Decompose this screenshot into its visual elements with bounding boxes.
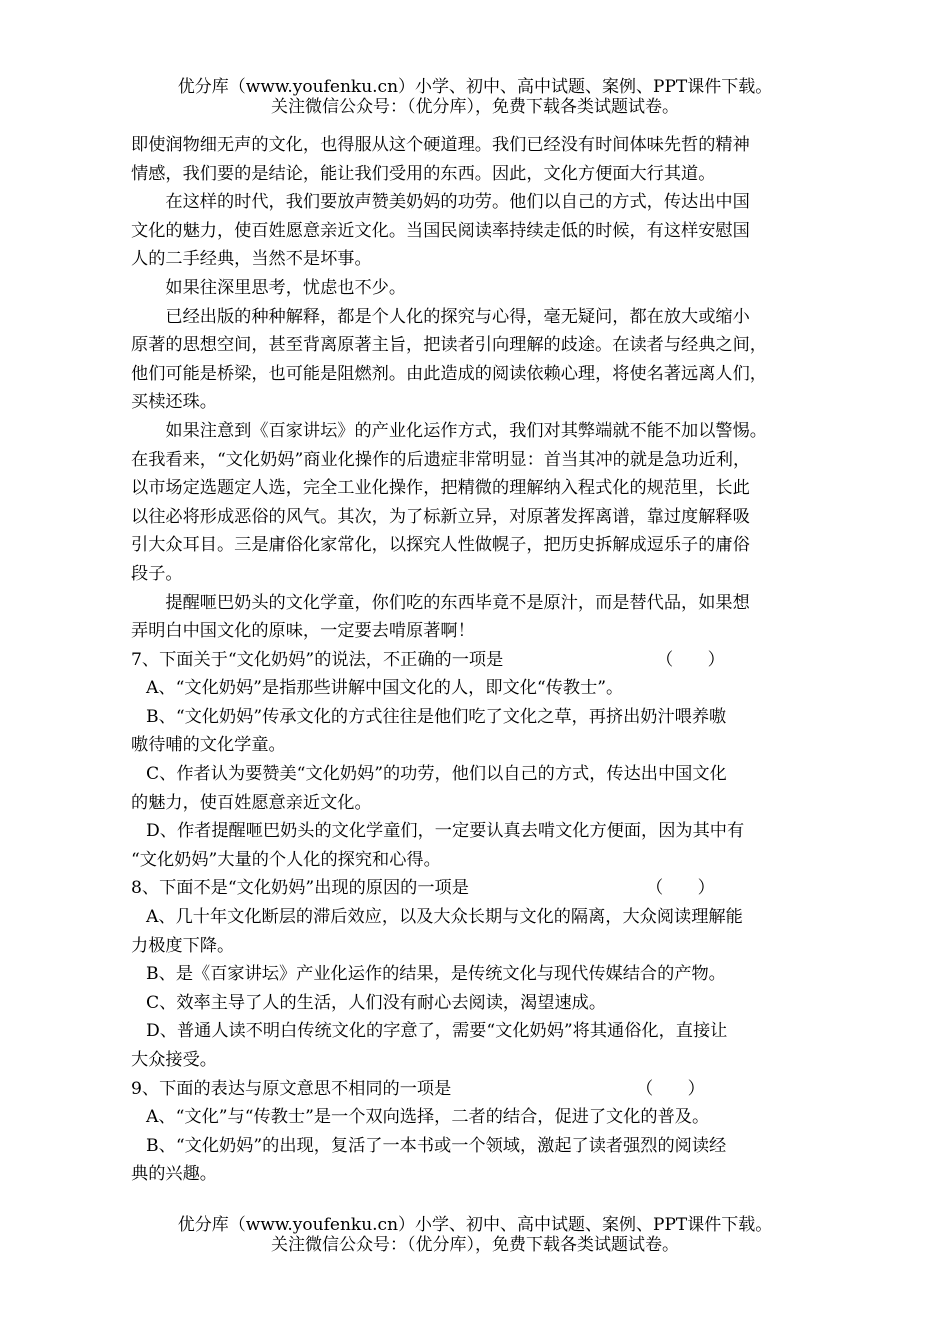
answer-option — [131, 703, 843, 760]
passage-line: 以市场定选题定人选，完全工业化操作，把精微的理解纳入程式化的规范里，长此 — [131, 478, 750, 499]
passage-line: 在这样的时代，我们要放声赞美奶妈的功劳。他们以自己的方式，传达出中国 — [131, 192, 750, 213]
page-footer — [0, 1215, 950, 1255]
passage-paragraph — [131, 589, 843, 646]
answer-option — [131, 903, 843, 960]
header-line-1: 优分库（www.youfenku.cn）小学、初中、高中试题、案例、PPT课件下载。 — [177, 77, 773, 97]
answer-option — [131, 1017, 843, 1074]
option-line: A、“文化奶妈”是指那些讲解中国文化的人，即文化“传教士”。 — [146, 678, 624, 699]
passage-paragraph — [131, 274, 843, 303]
question-stem — [131, 874, 843, 903]
question-text: 7、下面关于“文化奶妈”的说法，不正确的一项是 — [131, 649, 504, 670]
passage-paragraph — [131, 303, 843, 417]
passage-line: 弄明白中国文化的原味，一定要去啃原著啊！ — [131, 621, 475, 642]
question-text: 8、下面不是“文化奶妈”出现的原因的一项是 — [131, 878, 469, 899]
option-line: 嗷待哺的文化学童。 — [131, 735, 286, 756]
page-header — [0, 77, 950, 117]
option-line: 的魅力，使百姓愿意亲近文化。 — [131, 792, 372, 813]
passage-line: 人的二手经典，当然不是坏事。 — [131, 249, 372, 270]
option-line: C、效率主导了人的生活，人们没有耐心去阅读，渴望速成。 — [146, 992, 607, 1013]
passage-line: 买椟还珠。 — [131, 392, 217, 413]
answer-option — [131, 760, 843, 817]
option-line: B、是《百家讲坛》产业化运作的结果，是传统文化与现代传媒结合的产物。 — [146, 964, 726, 985]
answer-option — [131, 989, 843, 1018]
answer-blank: （ ） — [656, 649, 725, 670]
option-line: “文化奶妈”大量的个人化的探究和心得。 — [131, 849, 441, 870]
passage-line: 在我看来，“文化奶妈”商业化操作的后遗症非常明显：首当其冲的就是急功近利， — [131, 449, 751, 470]
option-line: C、作者认为要赞美“文化奶妈”的功劳，他们以自己的方式，传达出中国文化 — [146, 764, 727, 785]
reading-passage — [131, 131, 843, 646]
passage-line: 原著的思想空间，甚至背离原著主旨，把读者引向理解的歧途。在读者与经典之间， — [131, 335, 767, 356]
answer-option — [131, 960, 843, 989]
option-line: D、普通人读不明白传统文化的字意了，需要“文化奶妈”将其通俗化，直接让 — [146, 1021, 728, 1042]
answer-option — [131, 1103, 843, 1132]
passage-line: 情感，我们要的是结论，能让我们受用的东西。因此，文化方便面大行其道。 — [131, 163, 716, 184]
passage-line: 引大众耳目。三是庸俗化家常化，以探究人性做幌子，把历史拆解成逗乐子的庸俗 — [131, 535, 750, 556]
passage-paragraph — [131, 188, 843, 274]
option-line: A、“文化”与“传教士”是一个双向选择，二者的结合，促进了文化的普及。 — [146, 1107, 710, 1128]
passage-line: 提醒咂巴奶头的文化学童，你们吃的东西毕竟不是原汁，而是替代品，如果想 — [131, 592, 750, 613]
passage-line: 以往必将形成恶俗的风气。其次，为了标新立异，对原著发挥离谱，靠过度解释吸 — [131, 506, 750, 527]
option-line: B、“文化奶妈”的出现，复活了一本书或一个领域，激起了读者强烈的阅读经 — [146, 1135, 727, 1156]
answer-option — [131, 1132, 843, 1189]
passage-line: 即使润物细无声的文化，也得服从这个硬道理。我们已经没有时间体味先哲的精神 — [131, 135, 750, 155]
passage-line: 段子。 — [131, 563, 183, 584]
option-line: 大众接受。 — [131, 1050, 217, 1070]
passage-line: 如果往深里思考，忧虑也不少。 — [131, 277, 407, 298]
passage-line: 文化的魅力，使百姓愿意亲近文化。当国民阅读率持续走低的时候，有这样安慰国 — [131, 220, 750, 241]
passage-line: 已经出版的种种解释，都是个人化的探究与心得，毫无疑问，都在放大或缩小 — [131, 306, 750, 327]
answer-option — [131, 817, 843, 874]
footer-line-2: 关注微信公众号：（优分库），免费下载各类试题试卷。 — [271, 1235, 679, 1255]
passage-line: 他们可能是桥梁，也可能是阻燃剂。由此造成的阅读依赖心理，将使名著远离人们， — [131, 363, 767, 384]
header-line-2: 关注微信公众号：（优分库），免费下载各类试题试卷。 — [271, 97, 679, 117]
footer-line-1: 优分库（www.youfenku.cn）小学、初中、高中试题、案例、PPT课件下载。 — [177, 1215, 773, 1235]
option-line: D、作者提醒咂巴奶头的文化学童们，一定要认真去啃文化方便面，因为其中有 — [146, 821, 745, 842]
question-stem — [131, 646, 843, 675]
document-body — [131, 131, 843, 1189]
option-line: 力极度下降。 — [131, 935, 235, 956]
question-text: 9、下面的表达与原文意思不相同的一项是 — [131, 1078, 452, 1099]
answer-blank: （ ） — [636, 1078, 705, 1099]
option-line: B、“文化奶妈”传承文化的方式往往是他们吃了文化之草，再挤出奶汁喂养嗷 — [146, 706, 727, 727]
question-list — [131, 646, 843, 1189]
option-line: A、几十年文化断层的滞后效应，以及大众长期与文化的隔离，大众阅读理解能 — [146, 907, 743, 928]
passage-paragraph — [131, 131, 843, 188]
option-line: 典的兴趣。 — [131, 1164, 217, 1185]
passage-line: 如果注意到《百家讲坛》的产业化运作方式，我们对其弊端就不能不加以警惕。 — [131, 420, 767, 441]
question-stem — [131, 1075, 843, 1104]
answer-option — [131, 674, 843, 703]
answer-blank: （ ） — [646, 878, 715, 899]
passage-paragraph — [131, 417, 843, 589]
